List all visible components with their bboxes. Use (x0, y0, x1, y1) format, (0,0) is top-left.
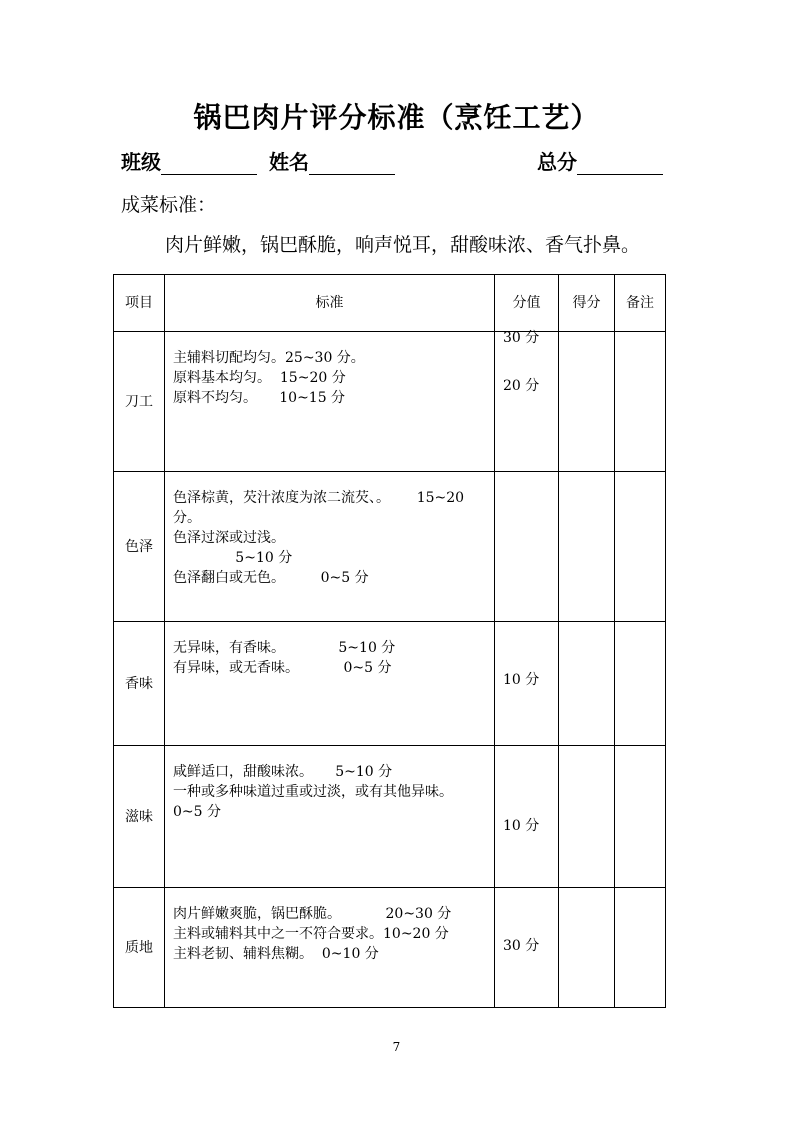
criteria-cell (165, 472, 495, 622)
remarks-cell[interactable] (615, 888, 666, 1008)
score-entry-cell[interactable] (559, 332, 615, 472)
criteria-cell (165, 332, 495, 472)
criteria-line: 主料或辅料其中之一不符合要求。10~20 分 (173, 926, 449, 942)
item-cell: 色泽 (114, 472, 165, 622)
header-points: 分值 (495, 275, 559, 332)
table-header-row (114, 275, 666, 332)
scoring-table (113, 274, 666, 1008)
criteria-line: 色泽翻白或无色。 0~5 分 (173, 570, 369, 586)
criteria-line: 肉片鲜嫩爽脆，锅巴酥脆。 20~30 分 (173, 906, 452, 922)
table-row (114, 332, 666, 472)
criteria-line: 原料基本均匀。 15~20 分 (173, 370, 346, 386)
score-entry-cell[interactable] (559, 888, 615, 1008)
student-info-line (121, 146, 666, 176)
score-entry-cell[interactable] (559, 622, 615, 746)
standard-label: 成菜标准： (121, 194, 217, 216)
criteria-line: 一种或多种味道过重或过淡，或有其他异味。 (173, 784, 453, 800)
header-score: 得分 (559, 275, 615, 332)
header-item: 项目 (114, 275, 165, 332)
points-value: 20 分 (503, 378, 540, 394)
item-cell: 刀工 (114, 332, 165, 472)
criteria-line: 原料不均匀。 10~15 分 (173, 390, 346, 406)
points-cell (495, 746, 559, 888)
points-value: 30 分 (503, 330, 540, 346)
points-cell (495, 378, 559, 622)
remarks-cell[interactable] (615, 746, 666, 888)
criteria-line: 色泽过深或过浅。 (173, 530, 285, 546)
criteria-line: 色泽棕黄，芡汁浓度为浓二流芡、。 15~20 (173, 490, 465, 506)
page-number: 7 (392, 1040, 401, 1054)
criteria-line: 有异味，或无香味。 0~5 分 (173, 660, 392, 676)
total-label: 总分 (537, 150, 577, 174)
remarks-cell[interactable] (615, 622, 666, 746)
remarks-cell[interactable] (615, 332, 666, 472)
class-label: 班级 (121, 150, 161, 174)
header-remarks: 备注 (615, 275, 666, 332)
points-cell (495, 332, 559, 472)
criteria-line: 无异味，有香味。 5~10 分 (173, 640, 396, 656)
remarks-cell[interactable] (615, 472, 666, 622)
criteria-line: 5~10 分 (173, 550, 293, 566)
name-blank[interactable] (309, 152, 395, 175)
item-cell: 滋味 (114, 746, 165, 888)
item-cell: 质地 (114, 888, 165, 1008)
points-cell (495, 622, 559, 746)
table-row (114, 472, 666, 622)
points-value: 10 分 (503, 818, 540, 834)
criteria-line: 咸鲜适口，甜酸味浓。 5~10 分 (173, 764, 393, 780)
page-title: 锅巴肉片评分标准（烹饪工艺） (193, 101, 600, 134)
points-value: 10 分 (503, 672, 540, 688)
total-blank[interactable] (577, 152, 663, 175)
criteria-cell (165, 746, 495, 888)
header-criteria: 标准 (165, 275, 495, 332)
class-blank[interactable] (161, 152, 257, 175)
criteria-line: 主料老韧、辅料焦糊。 0~10 分 (173, 946, 379, 962)
table-row (114, 622, 666, 746)
total-field (537, 146, 663, 175)
name-field (269, 146, 395, 175)
criteria-line: 分。 (173, 510, 201, 526)
table-row (114, 888, 666, 1008)
score-entry-cell[interactable] (559, 746, 615, 888)
criteria-cell (165, 622, 495, 746)
criteria-line: 0~5 分 (173, 804, 221, 820)
criteria-cell (165, 888, 495, 1008)
item-cell: 香味 (114, 622, 165, 746)
points-value: 30 分 (503, 938, 540, 954)
class-field (121, 146, 257, 175)
table-row (114, 746, 666, 888)
name-label: 姓名 (269, 150, 309, 174)
standard-text: 肉片鲜嫩，锅巴酥脆，响声悦耳，甜酸味浓、香气扑鼻。 (165, 234, 641, 256)
points-cell (495, 888, 559, 1008)
score-entry-cell[interactable] (559, 472, 615, 622)
criteria-line: 主辅料切配均匀。25~30 分。 (173, 350, 365, 366)
